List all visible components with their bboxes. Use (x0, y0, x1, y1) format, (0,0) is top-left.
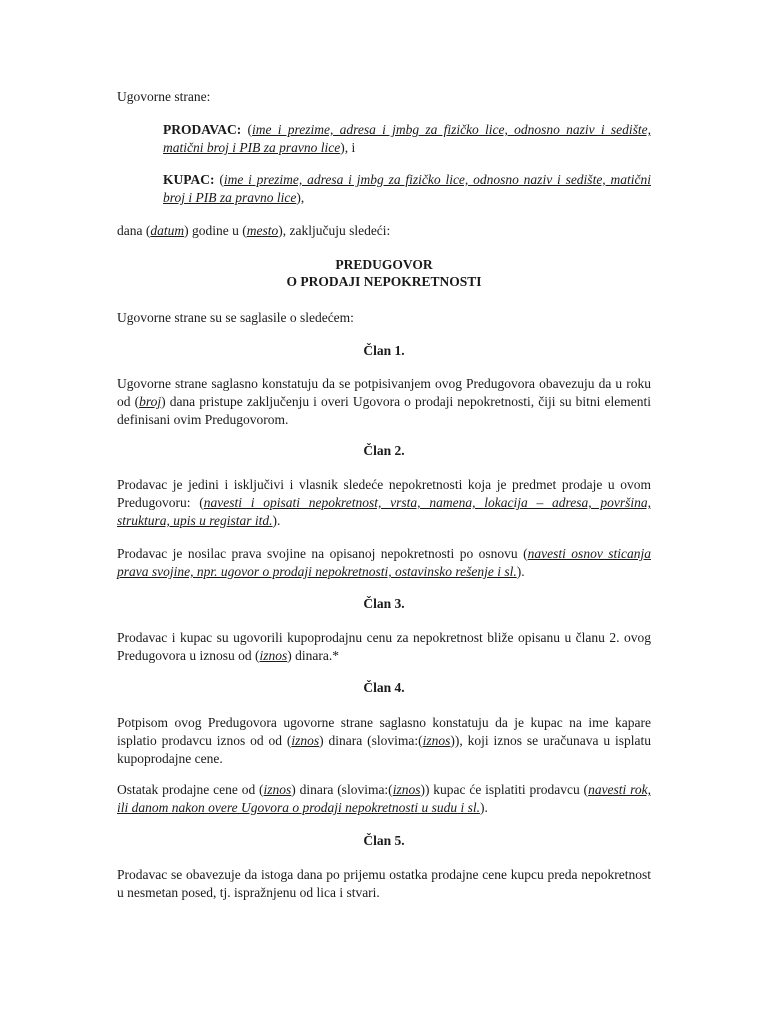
clan-4-p2-iznos-1: iznos (263, 782, 292, 797)
clan-1-broj-placeholder: broj (139, 394, 162, 409)
clan-2-p2-text-1: Prodavac je nosilac prava svojine na opisanoj nepokretnosti po osnovu ( (117, 546, 528, 561)
clan-4-heading: Član 4. (363, 680, 405, 695)
clan-4-p2-text-3: )) kupac će isplatiti prodavcu ( (420, 782, 589, 797)
clan-5-text: Prodavac se obavezuje da istoga dana po prijemu ostatka prodajne cene kupcu preda nepokretnost u nesmetan posed, tj. ispražnjenu od lica i stvari. (117, 867, 651, 900)
parties-intro: Ugovorne strane: (117, 89, 211, 104)
clan-2-p2-text-2: ). (516, 564, 525, 579)
clan-2-p2-placeholder: navesti osnov sticanja prava svojine, npr. ugovor o prodaji nepokretnosti, ostavinsko rešenje i sl. (117, 546, 651, 579)
clan-1-text-2: ) dana pristupe zaključenju i overi Ugovora o prodaji nepokretnosti, čiji su bitni elementi definisani ovim Predugovorom. (117, 394, 652, 427)
clan-1-heading: Član 1. (363, 343, 405, 358)
clan-4-p1-text-2: ) dinara (slovima:( (319, 733, 423, 748)
clan-2-paragraph-2 (117, 545, 651, 581)
party-buyer (163, 171, 651, 207)
clan-3-heading: Član 3. (363, 596, 405, 611)
clan-2-p1-placeholder: navesti i opisati nepokretnost, vrsta, namena, lokacija – adresa, površina, struktura, upis u registar itd. (117, 495, 651, 528)
date-placeholder: datum (150, 223, 185, 238)
clan-4-p2-placeholder: navesti rok, ili danom nakon overe Ugovora o prodaji nepokretnosti u sudu i sl. (117, 782, 652, 815)
clan-4-p2-text-1: Ostatak prodajne cene od ( (117, 782, 264, 797)
date-place-line (117, 222, 651, 240)
agreement-intro: Ugovorne strane su se saglasile o sledećem: (117, 310, 354, 325)
date-text-1: dana ( (117, 223, 151, 238)
clan-1-text-1: Ugovorne strane saglasno konstatuju da se potpisivanjem ovog Predugovora obavezuju da u roku od ( (117, 376, 651, 409)
document-title-line-1: PREDUGOVOR (335, 257, 433, 272)
clan-5-heading: Član 5. (363, 833, 405, 848)
clan-4-p1-iznos-1: iznos (291, 733, 320, 748)
clan-4-p1-text-1: Potpisom ovog Predugovora ugovorne strane saglasno konstatuju da je kupac na ime kapare isplatio prodavcu iznos od od ( (117, 715, 651, 748)
clan-4-p1-iznos-2: iznos (422, 733, 451, 748)
clan-2-paragraph-1 (117, 476, 651, 530)
buyer-open: ( (214, 172, 224, 187)
clan-2-p1-text-1: Prodavac je jedini i isključivi i vlasnik sledeće nepokretnosti koja je predmet prodaje u ovom Predugovoru: ( (117, 477, 651, 510)
document-title-line-2: O PRODAJI NEPOKRETNOSTI (286, 274, 482, 289)
seller-close: ), i (340, 140, 356, 155)
place-placeholder: mesto (246, 223, 279, 238)
clan-3-text-1: Prodavac i kupac su ugovorili kupoprodajnu cenu za nepokretnost bliže opisanu u članu 2. ovog Predugovora u iznosu od ( (117, 630, 651, 663)
seller-placeholder: ime i prezime, adresa i jmbg za fizičko lice, odnosno naziv i sedište, matični broj i PIB za pravno lice (163, 122, 651, 155)
clan-4-p2-iznos-2: iznos (392, 782, 421, 797)
clan-3-iznos-placeholder: iznos (259, 648, 288, 663)
clan-1-text (117, 375, 651, 429)
clan-2-heading: Član 2. (363, 443, 405, 458)
clan-4-p2-text-2: ) dinara (slovima:( (291, 782, 393, 797)
buyer-placeholder: ime i prezime, adresa i jmbg za fizičko lice, odnosno naziv i sedište, matični broj i PIB za pravno lice (163, 172, 651, 205)
clan-3-text-2: ) dinara.* (287, 648, 339, 663)
clan-4-p1-text-3: )), koji iznos se uračunava u isplatu kupoprodajne cene. (117, 733, 651, 766)
clan-3-text (117, 629, 651, 665)
clan-4-paragraph-1 (117, 714, 651, 768)
seller-open: ( (241, 122, 253, 137)
clan-4-p2-text-4: ). (479, 800, 488, 815)
date-text-2: ) godine u ( (184, 223, 247, 238)
clan-4-paragraph-2 (117, 781, 651, 817)
party-seller (163, 121, 651, 157)
seller-label: PRODAVAC: (163, 122, 242, 137)
buyer-label: KUPAC: (163, 172, 215, 187)
date-text-3: ), zaključuju sledeći: (278, 223, 391, 238)
buyer-close: ), (296, 190, 305, 205)
clan-2-p1-text-2: ). (272, 513, 281, 528)
